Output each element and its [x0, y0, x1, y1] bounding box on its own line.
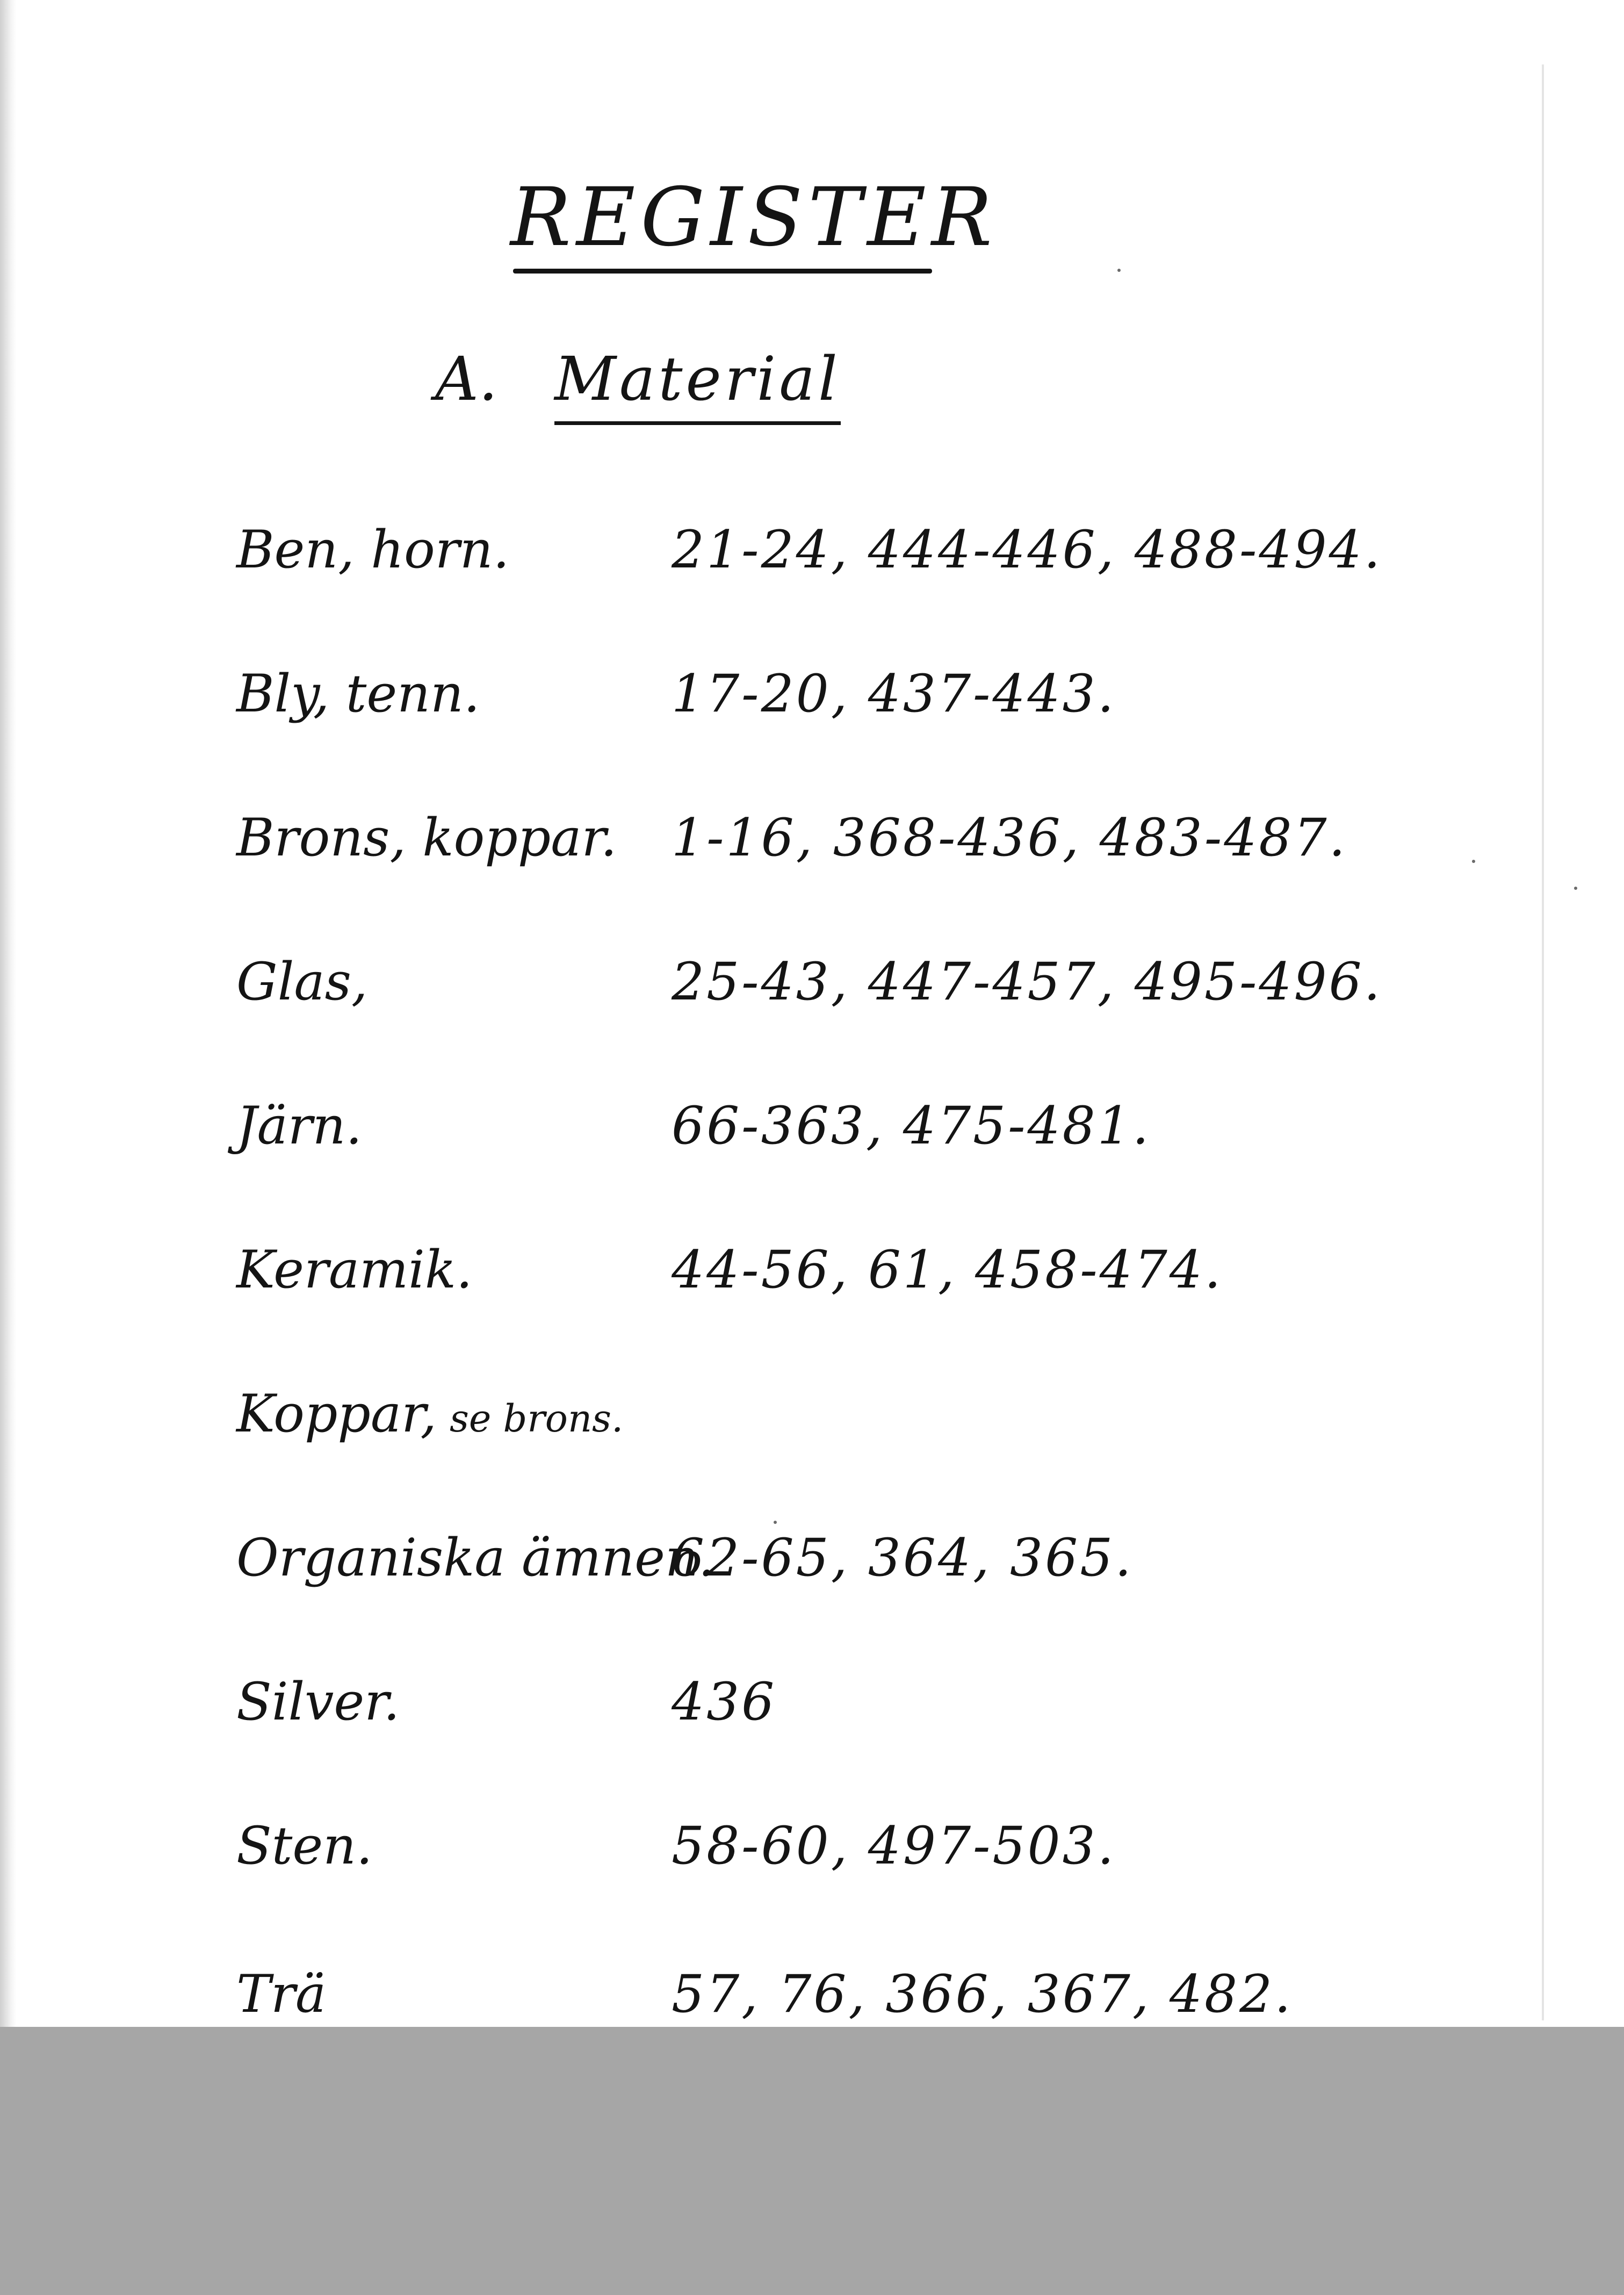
register-entry	[236, 1816, 1526, 1964]
entry-term: Sten.	[236, 1816, 373, 1876]
register-entry	[236, 1240, 1526, 1388]
entry-term: Järn.	[236, 1096, 362, 1156]
entry-pages: 66-363, 475-481.	[672, 1096, 1151, 1156]
register-entry	[236, 1964, 1526, 2027]
dust-speck	[1472, 860, 1475, 863]
page-right-edge	[1542, 64, 1544, 2020]
dust-speck	[1574, 887, 1577, 890]
register-entry	[236, 952, 1526, 1100]
title-underline	[513, 269, 932, 274]
entry-term: Glas,	[236, 952, 368, 1012]
entry-term-word: Koppar,	[236, 1384, 437, 1444]
register-entry	[236, 520, 1526, 668]
page-title: REGISTER	[510, 171, 998, 264]
section-letter: A.	[435, 344, 498, 414]
entry-term: Trä	[236, 1964, 327, 2024]
register-entries	[236, 520, 1526, 2027]
entry-pages: 436	[672, 1672, 777, 1732]
entry-pages: 17-20, 437-443.	[672, 664, 1116, 724]
entry-term: Bly, tenn.	[236, 664, 480, 724]
entry-term: Brons, koppar.	[236, 808, 617, 868]
entry-pages: 21-24, 444-446, 488-494.	[672, 520, 1383, 580]
entry-pages: 44-56, 61, 458-474.	[672, 1240, 1223, 1300]
entry-term	[236, 1384, 624, 1444]
page-binding-edge	[0, 0, 16, 2027]
entry-term: Organiska ämnen.	[236, 1528, 715, 1588]
section-heading	[435, 344, 841, 425]
entry-term: Ben, horn.	[236, 520, 510, 580]
register-entry	[236, 1528, 1526, 1676]
register-entry	[236, 1096, 1526, 1244]
register-entry	[236, 1384, 1526, 1532]
entry-term: Keramik.	[236, 1240, 473, 1300]
dust-speck	[1117, 269, 1121, 272]
section-name: Material	[554, 349, 841, 425]
entry-pages: 1-16, 368-436, 483-487.	[672, 808, 1348, 868]
register-entry	[236, 808, 1526, 956]
entry-term: Silver.	[236, 1672, 400, 1732]
register-entry	[236, 1672, 1526, 1820]
entry-cross-reference: se brons.	[449, 1397, 624, 1441]
entry-pages: 62-65, 364, 365.	[672, 1528, 1134, 1588]
entry-pages: 58-60, 497-503.	[672, 1816, 1116, 1876]
dust-speck	[774, 1521, 777, 1524]
scanner-bed-area	[0, 2027, 1624, 2295]
register-entry	[236, 664, 1526, 812]
entry-pages: 57, 76, 366, 367, 482.	[672, 1964, 1293, 2024]
entry-pages: 25-43, 447-457, 495-496.	[672, 952, 1383, 1012]
